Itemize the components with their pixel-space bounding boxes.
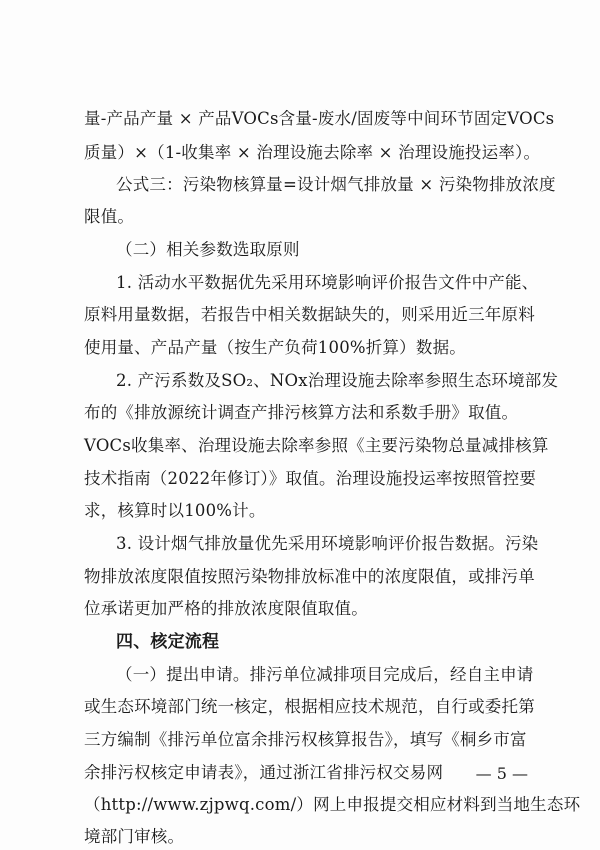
text-line: 限值。 — [84, 207, 135, 226]
text-line: VOCs收集率、治理设施去除率参照《主要污染物总量减排核算 — [84, 436, 549, 455]
section-heading: （二）相关参数选取原则 — [116, 240, 300, 259]
text-line: 量-产品产量 × 产品VOCs含量-废水/固废等中间环节固定VOCs — [84, 109, 555, 128]
text-line: 技术指南（2022年修订）》取值。治理设施投运率按照管控要 — [84, 469, 537, 488]
text-line: 2. 产污系数及SO₂、NOx治理设施去除率参照生态环境部发 — [116, 371, 559, 390]
text-line: 3. 设计烟气排放量优先采用环境影响评价报告数据。污染 — [116, 534, 539, 553]
text-line: 或生态环境部门统一核定，根据相应技术规范，自行或委托第 — [84, 697, 535, 716]
text-line: 使用量、产品产量（按生产负荷100%折算）数据。 — [84, 338, 466, 357]
text-line: 余排污权核定申请表》，通过浙江省排污权交易网 — [84, 763, 444, 782]
text-line: 1. 活动水平数据优先采用环境影响评价报告文件中产能、 — [116, 273, 539, 292]
text-line: 三方编制《排污单位富余排污权核算报告》，填写《桐乡市富 — [84, 730, 527, 749]
text-line: 位承诺更加严格的排放浓度限值取值。 — [84, 599, 368, 618]
text-line: 布的《排放源统计调查产排污核算方法和系数手册》取值。 — [84, 403, 519, 422]
text-line: （http://www.zjpwq.com/）网上申报提交相应材料到当地生态环 — [84, 795, 581, 814]
text-line: 求，核算时以100%计。 — [84, 501, 266, 520]
text-line: 原料用量数据，若报告中相关数据缺失的，则采用近三年原料 — [84, 305, 535, 324]
text-line: （一）提出申请。排污单位减排项目完成后，经自主申请 — [116, 665, 534, 684]
section-heading: 四、核定流程 — [116, 632, 220, 652]
text-line: 境部门审核。 — [84, 827, 185, 846]
text-line: 质量）×（1-收集率 × 治理设施去除率 × 治理设施投运率）。 — [84, 143, 541, 162]
text-line: 公式三：污染物核算量=设计烟气排放量 × 污染物排放浓度 — [116, 175, 556, 194]
text-line: 物排放浓度限值按照污染物排放标准中的浓度限值，或排污单 — [84, 567, 535, 586]
page-number: — 5 — — [475, 764, 528, 783]
